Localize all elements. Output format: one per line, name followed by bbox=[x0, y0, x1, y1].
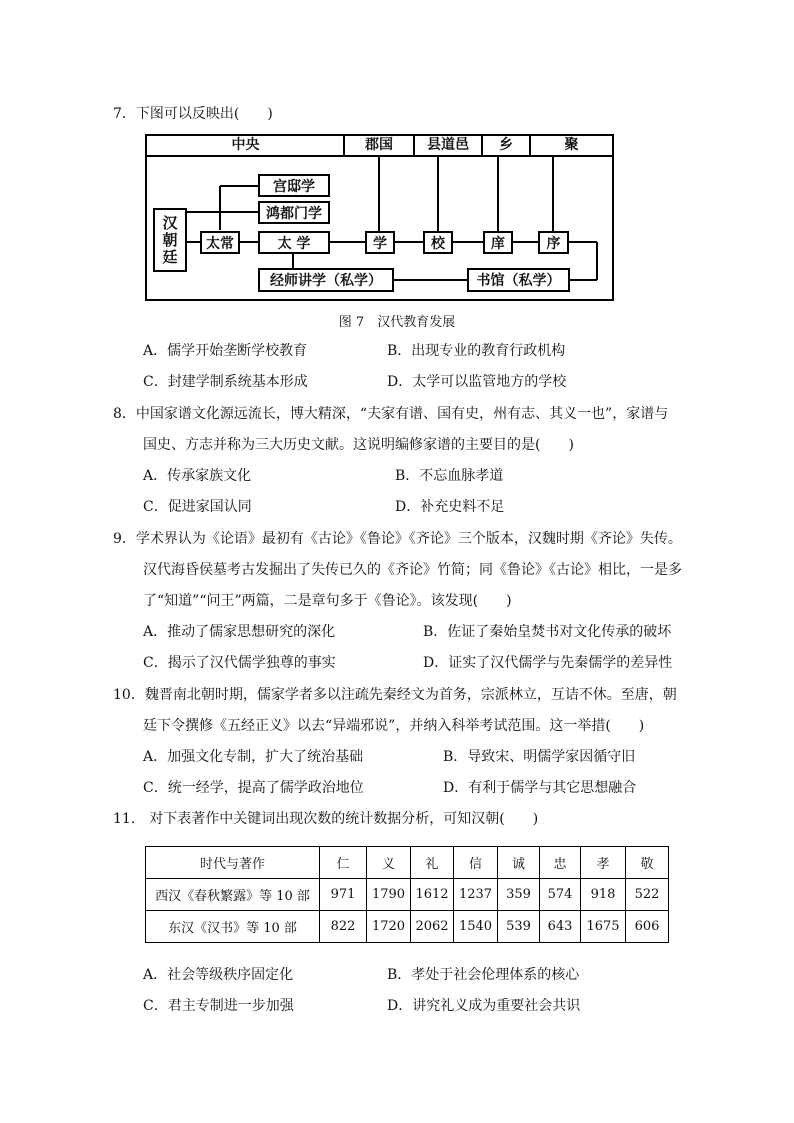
table-cell: 359 bbox=[498, 879, 540, 911]
jingshi-box: 经师讲学（私学） bbox=[258, 268, 394, 292]
table-header: 孝 bbox=[581, 847, 626, 879]
q8-option-d[interactable]: D．补充史料不足 bbox=[395, 499, 505, 515]
header-junguo: 郡国 bbox=[365, 137, 393, 153]
q10-option-b[interactable]: B．导致宋、明儒学家因循守旧 bbox=[443, 749, 636, 765]
q8-option-c[interactable]: C．促进家国认同 bbox=[143, 499, 252, 515]
table-cell: 1720 bbox=[367, 911, 411, 943]
xiang-school-box: 庠 bbox=[483, 231, 513, 254]
keyword-stat-table bbox=[145, 846, 669, 943]
q11-option-a[interactable]: A．社会等级秩序固定化 bbox=[143, 967, 294, 983]
table-cell: 1612 bbox=[411, 879, 454, 911]
q9-stem-line2: 汉代海昏侯墓考古发掘出了失传已久的《齐论》竹简；同《鲁论》《古论》相比，一是多 bbox=[143, 562, 682, 578]
header-ju: 聚 bbox=[564, 137, 579, 153]
table-header: 诚 bbox=[498, 847, 540, 879]
q10-option-d[interactable]: D．有利于儒学与其它思想融合 bbox=[443, 780, 637, 796]
table-header-row bbox=[146, 847, 669, 879]
table-cell: 1237 bbox=[454, 879, 498, 911]
q11-option-d[interactable]: D．讲究礼义成为重要社会共识 bbox=[387, 998, 581, 1014]
q9-stem-line3: 了“知道”“问王”两篇，二是章句多于《鲁论》。该发现( ) bbox=[143, 593, 512, 609]
table-cell: 539 bbox=[498, 911, 540, 943]
taixue-box: 太 学 bbox=[258, 231, 330, 254]
table-cell: 2062 bbox=[411, 911, 454, 943]
q7-option-b[interactable]: B．出现专业的教育行政机构 bbox=[387, 343, 566, 359]
shuguan-box: 书馆（私学） bbox=[467, 268, 570, 292]
table-header: 信 bbox=[454, 847, 498, 879]
table-row bbox=[146, 911, 669, 943]
table-cell: 东汉《汉书》等 10 部 bbox=[146, 911, 320, 943]
q8-option-b[interactable]: B．不忘血脉孝道 bbox=[395, 468, 504, 484]
xiao-box: 校 bbox=[423, 231, 453, 254]
q9-option-b[interactable]: B．佐证了秦始皇焚书对文化传承的破坏 bbox=[423, 624, 672, 640]
q10-option-a[interactable]: A．加强文化专制，扩大了统治基础 bbox=[143, 749, 364, 765]
q9-option-d[interactable]: D．证实了汉代儒学与先秦儒学的差异性 bbox=[423, 655, 673, 671]
q11-option-c[interactable]: C．君主专制进一步加强 bbox=[143, 998, 294, 1014]
header-xiang: 乡 bbox=[499, 137, 513, 153]
q10-stem-line1: 10．魏晋南北朝时期，儒家学者多以注疏先秦经文为首务，宗派林立，互诘不休。至唐，朝 bbox=[113, 687, 677, 703]
table-header: 仁 bbox=[320, 847, 367, 879]
header-xiandaoyi: 县道邑 bbox=[427, 137, 469, 153]
table-header: 时代与著作 bbox=[146, 847, 320, 879]
table-cell: 574 bbox=[540, 879, 581, 911]
header-central: 中央 bbox=[231, 137, 260, 153]
q7-option-c[interactable]: C．封建学制系统基本形成 bbox=[143, 374, 308, 390]
table-header: 礼 bbox=[411, 847, 454, 879]
q8-stem-line1: 8．中国家谱文化源远流长，博大精深，“夫家有谱、国有史，州有志、其义一也”，家谱与 bbox=[113, 406, 669, 422]
table-row bbox=[146, 879, 669, 911]
table-cell: 1675 bbox=[581, 911, 626, 943]
taichang-box: 太常 bbox=[200, 231, 240, 254]
q7-option-d[interactable]: D．太学可以监管地方的学校 bbox=[387, 374, 567, 390]
q9-option-a[interactable]: A．推动了儒家思想研究的深化 bbox=[143, 624, 336, 640]
hongdumenxue-box: 鸿都门学 bbox=[258, 201, 330, 224]
q10-option-c[interactable]: C．统一经学，提高了儒学政治地位 bbox=[143, 780, 364, 796]
table-cell: 1790 bbox=[367, 879, 411, 911]
table-cell: 822 bbox=[320, 911, 367, 943]
han-court-box: 汉朝廷 bbox=[153, 208, 187, 272]
q10-stem-line2: 廷下令撰修《五经正义》以去“异端邪说”，并纳入科举考试范围。这一举措( ) bbox=[143, 718, 645, 734]
q8-option-a[interactable]: A．传承家族文化 bbox=[143, 468, 252, 484]
q7-stem: 7．下图可以反映出( ) bbox=[113, 106, 273, 122]
xue-box: 学 bbox=[365, 231, 395, 254]
diagram-caption: 图 7 汉代教育发展 bbox=[338, 315, 456, 330]
table-header: 义 bbox=[367, 847, 411, 879]
table-header: 敬 bbox=[626, 847, 669, 879]
table-header: 忠 bbox=[540, 847, 581, 879]
table-cell: 522 bbox=[626, 879, 669, 911]
table-cell: 918 bbox=[581, 879, 626, 911]
table-cell: 606 bbox=[626, 911, 669, 943]
xu-box: 序 bbox=[538, 231, 569, 254]
table-cell: 1540 bbox=[454, 911, 498, 943]
education-diagram bbox=[145, 134, 615, 304]
q8-stem-line2: 国史、方志并称为三大历史文献。这说明编修家谱的主要目的是( ) bbox=[143, 437, 574, 453]
q9-option-c[interactable]: C．揭示了汉代儒学独尊的事实 bbox=[143, 655, 336, 671]
q11-stem: 11． 对下表著作中关键词出现次数的统计数据分析，可知汉朝( ) bbox=[113, 811, 539, 827]
table-cell: 西汉《春秋繁露》等 10 部 bbox=[146, 879, 320, 911]
q7-option-a[interactable]: A．儒学开始垄断学校教育 bbox=[143, 343, 308, 359]
table-cell: 971 bbox=[320, 879, 367, 911]
q11-option-b[interactable]: B．孝处于社会伦理体系的核心 bbox=[387, 967, 580, 983]
table-cell: 643 bbox=[540, 911, 581, 943]
q9-stem-line1: 9．学术界认为《论语》最初有《古论》《鲁论》《齐论》三个版本，汉魏时期《齐论》失传。 bbox=[113, 531, 682, 547]
gongdixue-box: 宫邸学 bbox=[258, 174, 330, 197]
